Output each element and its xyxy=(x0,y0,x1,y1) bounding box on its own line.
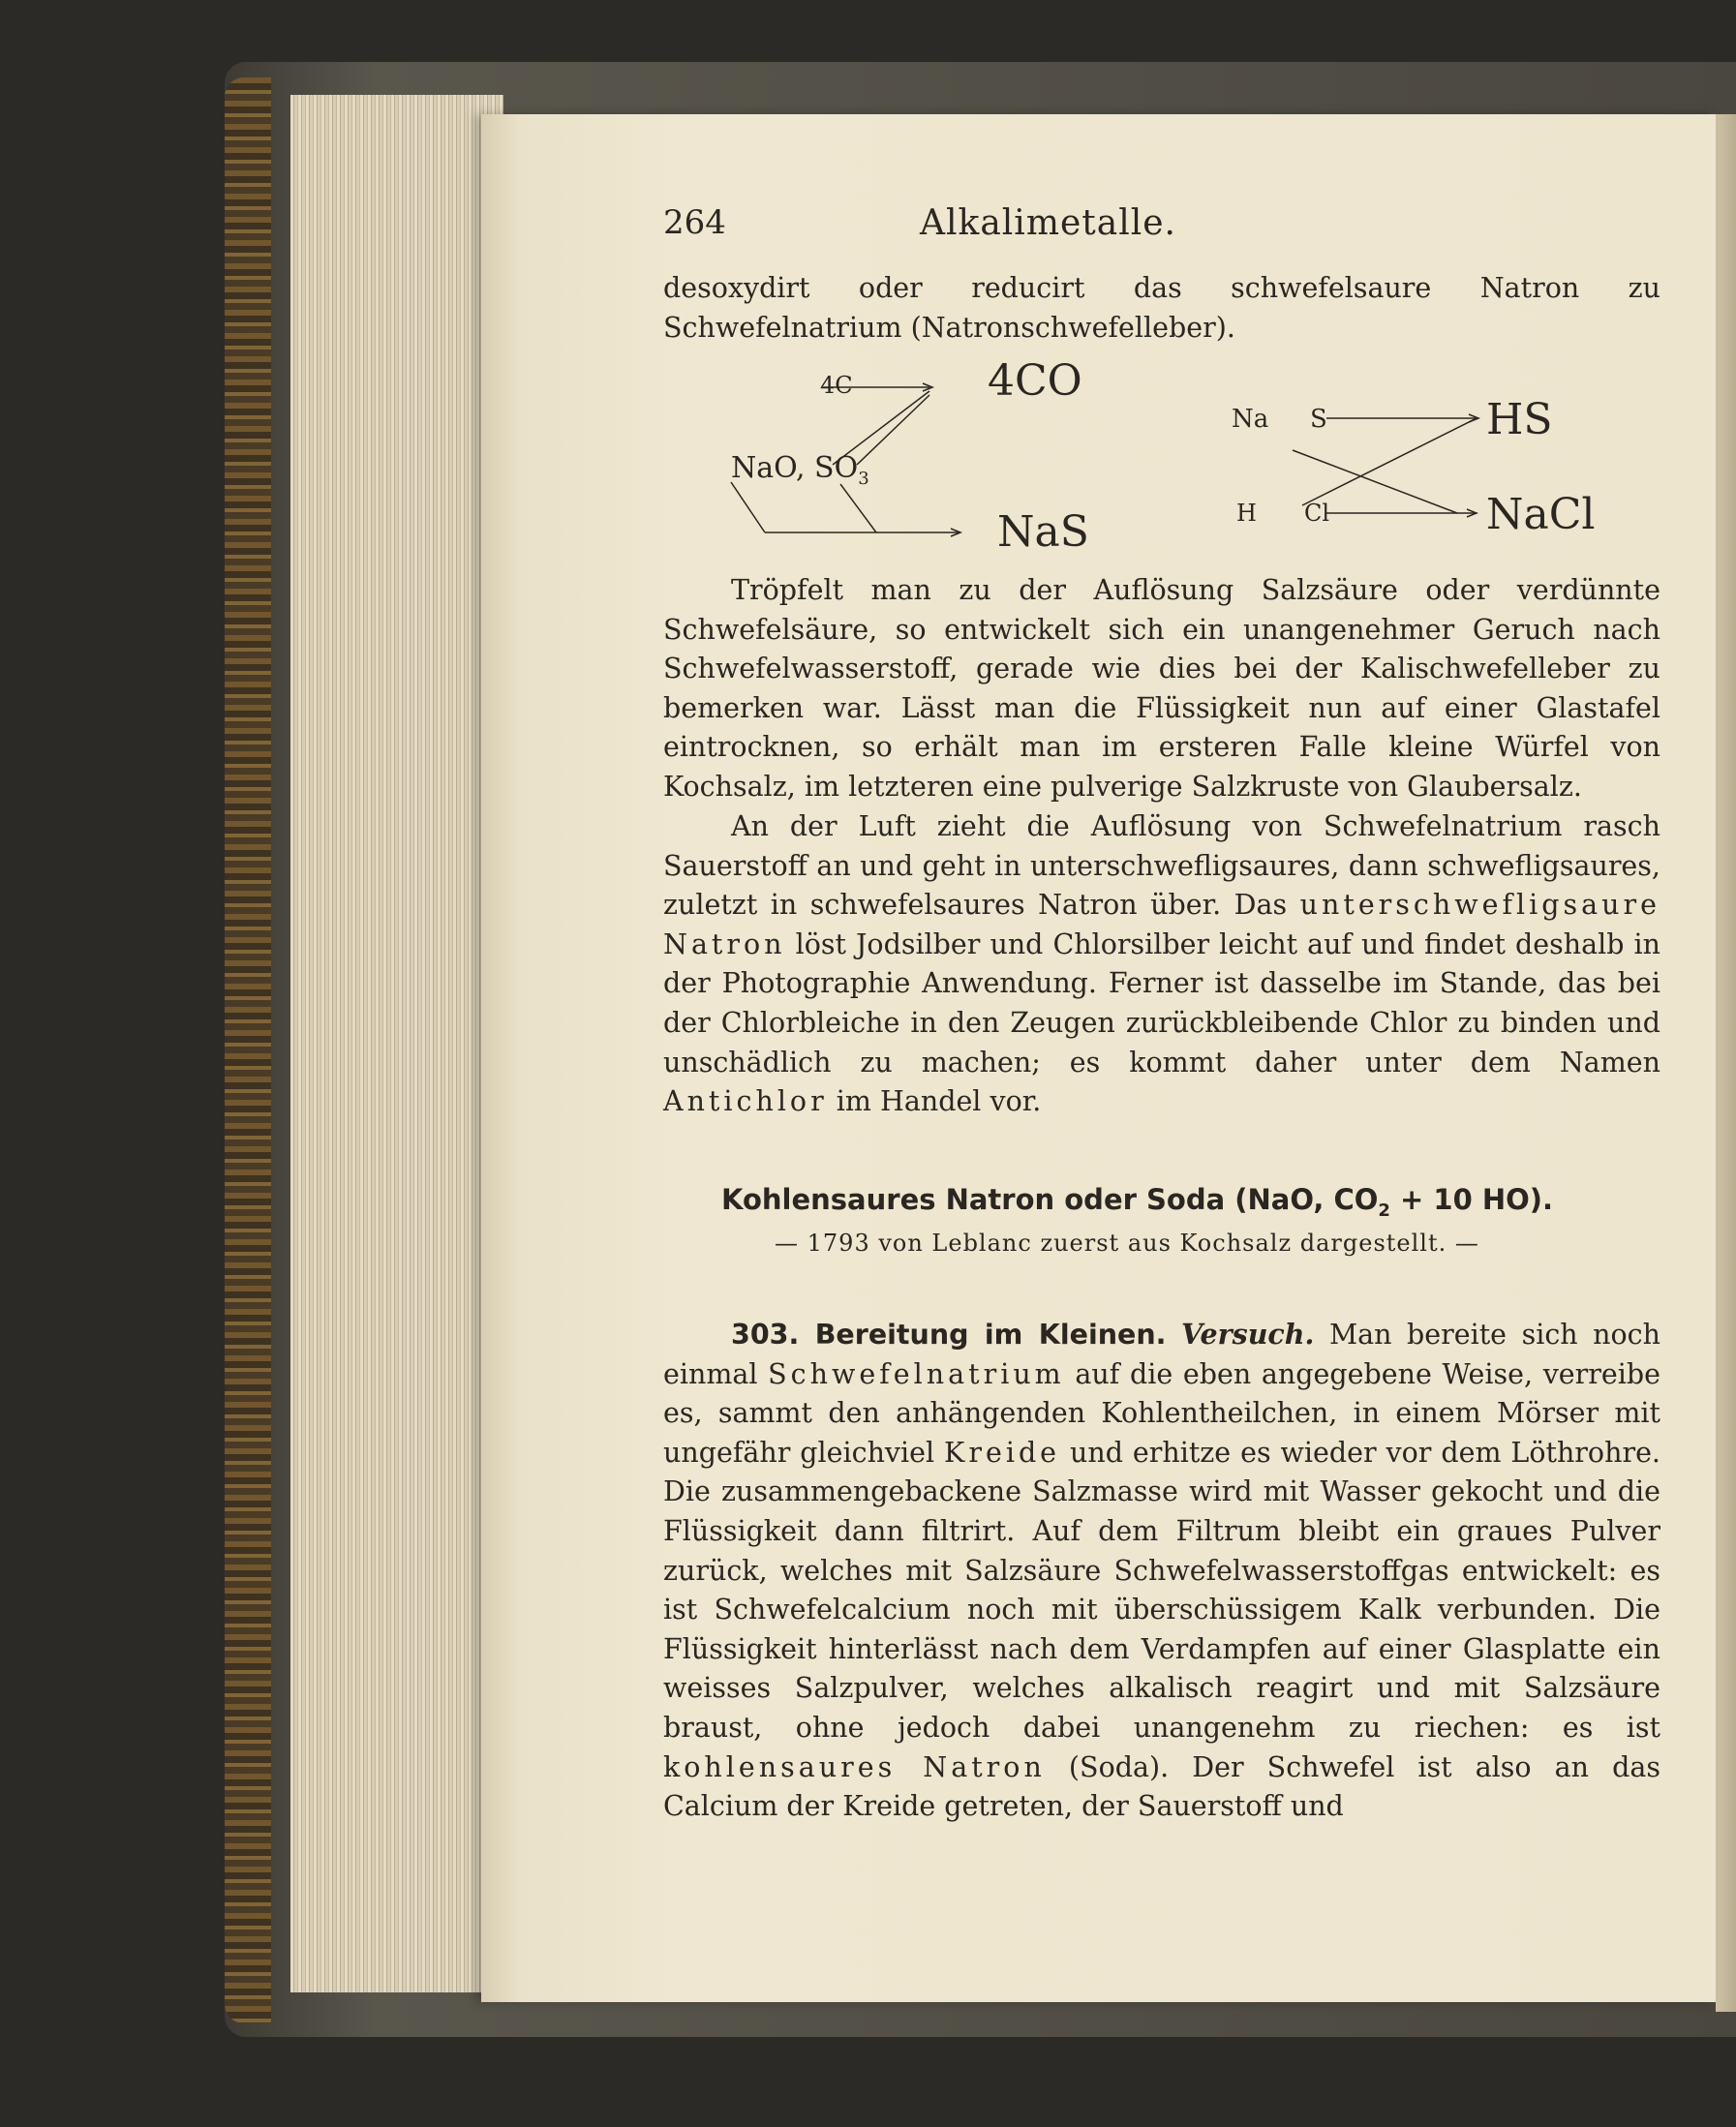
section-subline: — 1793 von Leblanc zuerst aus Kochsalz dargestellt. — xyxy=(775,1230,1479,1257)
diagram-label-4c: 4C xyxy=(820,372,853,399)
diagram-label-reactant: NaO, $SO_3$ xyxy=(731,451,869,489)
diagram-label-h: H xyxy=(1236,500,1257,527)
paragraph-luft: An der Luft zieht die Auflösung von Schwefelnatrium rasch Sauerstoff an und geht in unterschwefligsaures, dann schwefligsaures, zuletzt in schwefelsaures Natron über. Das unterschwefligsaure Natron löst Jodsilber und Chlorsilber leicht auf und findet deshalb in der Photographie Anwendung. Ferner ist dasselbe im Stande, das bei der Chlorbleiche in den Zeugen zurückbleibende Chlor zu binden und unschädlich zu machen; es kommt daher unter dem Namen Antichlor im Handel vor. xyxy=(663,810,1660,1118)
book-spine-edge xyxy=(225,77,271,2023)
diagram-label-4co: 4CO xyxy=(988,356,1082,406)
paragraph-bereitung: 303. Bereitung im Kleinen. Versuch. Man bereite sich noch einmal Schwefelnatrium auf die eben angegebene Weise, verreibe es, sammt den anhängenden Kohlentheilchen, in einem Mörser mit ungefähr gleichviel Kreide und erhitze es wieder vor dem Löthrohre. Die zusammengebackene Salzmasse wird mit Wasser gekocht und die Flüssigkeit dann filtrirt. Auf dem Filtrum bleibt ein graues Pulver zurück, welches mit Salzsäure Schwefelwasserstoffgas entwickelt: es ist Schwefelcalcium noch mit überschüssigem Kalk verbunden. Die Flüssigkeit hinterlässt nach dem Verdampfen auf einer Glasplatte ein weisses Salzpulver, welches alkalisch reagirt und mit Salzsäure braust, ohne jedoch dabei unangenehm zu riechen: es ist kohlensaures Natron (Soda). Der Schwefel ist also an das Calcium der Kreide getreten, der Sauerstoff und xyxy=(663,1318,1660,1823)
page-number: 264 xyxy=(663,203,726,242)
section-heading: Kohlensaures Natron oder Soda (NaO, $CO_2 + 10$ HO). xyxy=(721,1183,1554,1221)
diagram-label-nacl: NaCl xyxy=(1486,490,1596,539)
page-header xyxy=(663,203,1667,252)
intro-paragraph: desoxydirt oder reducirt das schwefelsaure Natron zu Schwefelnatrium (Natronschwefelleber). xyxy=(663,272,1660,344)
diagram-label-nas: NaS xyxy=(997,507,1089,557)
paragraph-salzsaeure: Tröpfelt man zu der Auflösung Salzsäure oder verdünnte Schwefelsäure, so entwickelt sich ein unangenehmer Geruch nach Schwefelwasserstoff, gerade wie dies bei der Kalischwefelleber zu bemerken war. Lässt man die Flüssigkeit nun auf einer Glastafel eintrocknen, so erhält man im ersteren Falle kleine Würfel von Kochsalz, im letzteren eine pulverige Salzkruste von Glaubersalz. xyxy=(663,574,1660,803)
diagram-label-na: Na xyxy=(1232,405,1269,434)
diagram-label-cl: Cl xyxy=(1304,500,1330,527)
running-title: Alkalimetalle. xyxy=(920,203,1176,243)
facing-page-edge xyxy=(1716,114,1736,2012)
diagram-label-hs: HS xyxy=(1486,395,1553,444)
diagram-label-s: S xyxy=(1310,405,1327,434)
reaction-diagram xyxy=(712,358,1670,571)
page-stack xyxy=(290,95,503,1992)
